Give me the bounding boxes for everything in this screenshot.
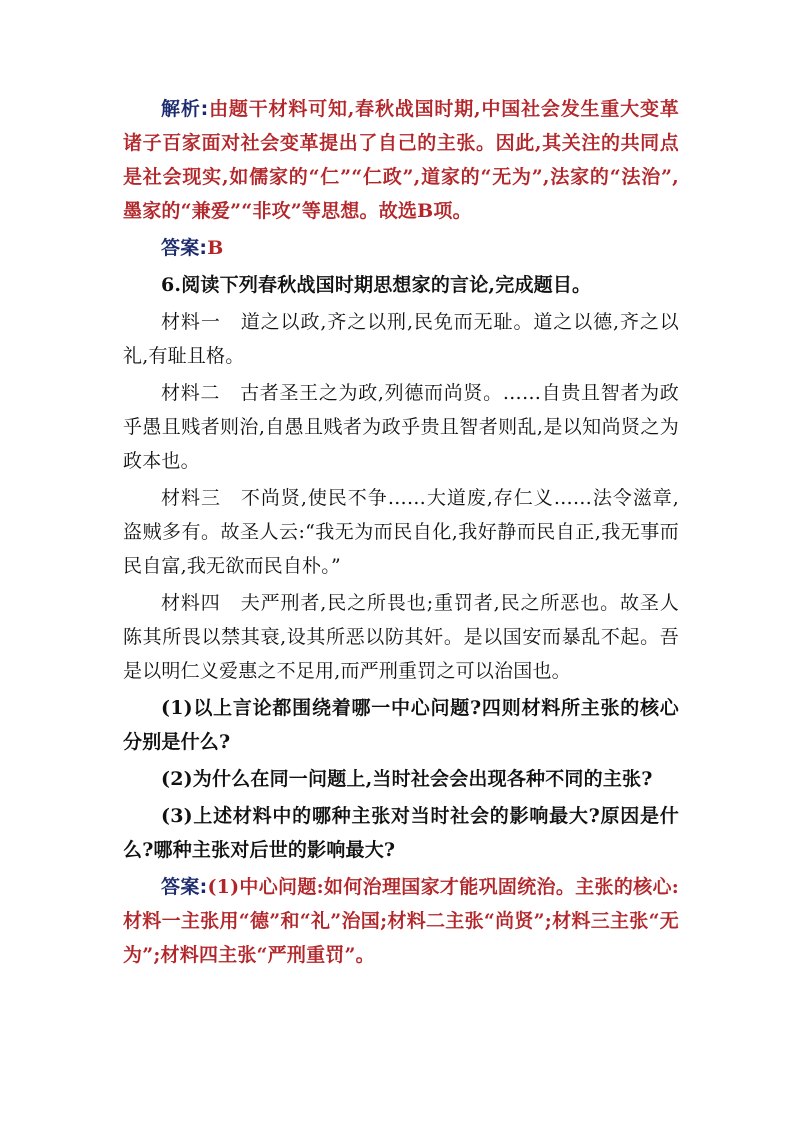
answer-1-label: 答案 [161,237,200,259]
document-page [123,92,679,972]
material-3-label: 材料三 [161,487,221,509]
material-4 [123,586,679,688]
material-4-text: 夫严刑者,民之所畏也;重罚者,民之所恶也。故圣人陈其所畏以禁其衰,设其所恶以防其奸。是以国安而暴乱不起。吾是以明仁义爱惠之不足用,而严刑重罚之可以治国也。 [123,592,679,682]
material-1-text: 道之以政,齐之以刑,民免而无耻。道之以德,齐之以礼,有耻且格。 [123,311,679,367]
answer-6-label: 答案 [161,876,200,898]
question-6-stem: 6.阅读下列春秋战国时期思想家的言论,完成题目。 [161,274,592,296]
answer-1-value: B [207,237,224,259]
answer-6-colon: : [199,876,208,898]
material-3 [123,481,679,583]
answer-1-colon: : [199,237,208,259]
material-1-label: 材料一 [161,311,221,333]
material-2-text: 古者圣王之为政,列德而尚贤。……自贵且智者为政乎愚且贱者则治,自愚且贱者为政乎贵且智者则乱,是以知尚贤之为政本也。 [123,382,679,472]
analysis-paragraph [123,92,679,228]
material-2 [123,376,679,478]
material-4-label: 材料四 [161,592,221,614]
analysis-label: 解析 [161,98,201,120]
subquestion-1: (1)以上言论都围绕着哪一中心问题?四则材料所主张的核心分别是什么? [123,697,679,753]
answer-6-text: (1)中心问题:如何治理国家才能巩固统治。主张的核心:材料一主张用“德”和“礼”治国;材料二主张“尚贤”;材料三主张“无为”;材料四主张“严刑重罚”。 [123,876,679,966]
analysis-colon: : [200,98,209,120]
answer-6-paragraph [123,870,679,972]
material-2-label: 材料二 [161,382,221,404]
material-1 [123,305,679,373]
analysis-text: 由题干材料可知,春秋战国时期,中国社会发生重大变革诸子百家面对社会变革提出了自己的主张。因此,其关注的共同点是社会现实,如儒家的“仁”“仁政”,道家的“无为”,法家的“法治”,墨家的“兼爱”“非攻”等思想。故选B项。 [123,98,680,222]
subquestion-2: (2)为什么在同一问题上,当时社会会出现各种不同的主张? [161,768,653,790]
answer-1-paragraph [123,231,679,265]
material-3-text: 不尚贤,使民不争……大道废,存仁义……法令滋章,盗贼多有。故圣人云:“我无为而民自化,我好静而民自正,我无事而民自富,我无欲而民自朴。” [123,487,680,577]
subquestion-3: (3)上述材料中的哪种主张对当时社会的影响最大?原因是什么?哪种主张对后世的影响最大? [123,805,679,861]
